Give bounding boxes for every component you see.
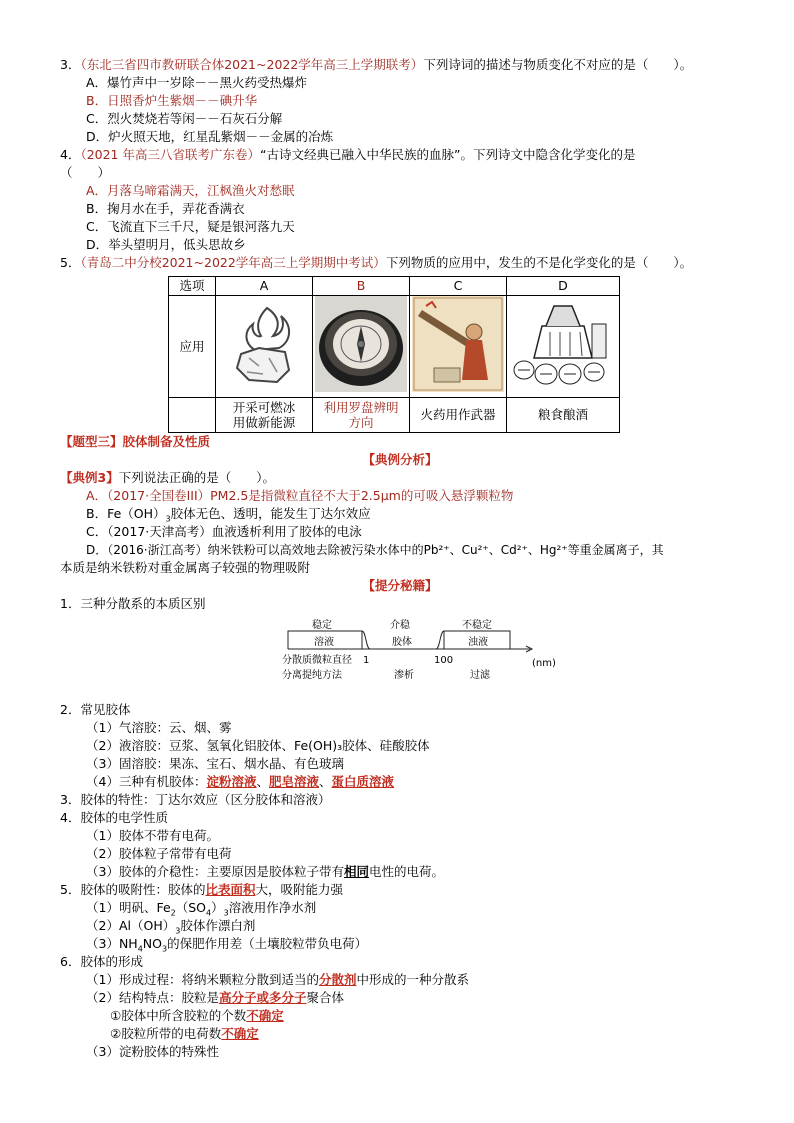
note-4-1: （1）胶体不带有电荷。 [86, 828, 219, 843]
n51b: 2 [170, 908, 176, 918]
key-polymer: 高分子或多分子 [218, 990, 307, 1005]
gunpowder-weapon-image [410, 296, 507, 398]
note-6-3: （3）淀粉胶体的特殊性 [86, 1044, 219, 1059]
note-5 [60, 881, 740, 899]
q4-option-c: C．飞流直下三千尺，疑是银河落九天 [86, 219, 295, 234]
note-2-2: （2）液溶胶：豆浆、氢氧化铝胶体、Fe(OH)₃胶体、硅酸胶体 [86, 738, 430, 753]
grain-brewing-image [507, 296, 620, 398]
flame-ice-icon [219, 296, 309, 392]
q5-source: （青岛二中分校2021~2022学年高三上学期期中考试） [80, 255, 386, 270]
example-option-b [60, 505, 740, 523]
note-2: 2．常见胶体 [60, 702, 131, 717]
key-starch: 淀粉溶液 [206, 774, 257, 789]
axis-label-separation: 分离提纯方法 [282, 670, 342, 681]
q4-stem [60, 146, 740, 164]
note-6-1 [60, 971, 740, 989]
unit-nm: (nm) [532, 658, 556, 669]
q4-option-d: D．举头望明月，低头思故乡 [86, 237, 246, 252]
n62aa: ①胶体中所含胶粒的个数 [110, 1008, 247, 1023]
app-b-line2: 方向 [348, 415, 374, 430]
note-6-2b [60, 1025, 740, 1043]
opt-b-post: 胶体无色、透明，能发生丁达尔效应 [170, 506, 371, 521]
key-same: 相同 [343, 864, 369, 879]
table-col-c: C [410, 277, 507, 296]
q5-number: 5． [60, 255, 81, 270]
combustible-ice-image [216, 296, 313, 398]
note-6-2a [60, 1007, 740, 1025]
note-3: 3．胶体的特性：丁达尔效应（区分胶体和溶液） [60, 792, 331, 807]
opt-b-sub: 3 [165, 514, 171, 524]
note-2-4-pre: （4）三种有机胶体： [86, 774, 207, 789]
app-c: 火药用作武器 [410, 398, 507, 433]
tips-title: 【提分秘籍】 [362, 578, 438, 593]
compass-image [313, 296, 410, 398]
q4-option-b: B．掬月水在手，弄花香满衣 [86, 201, 245, 216]
key-uncertain-1: 不确定 [246, 1008, 284, 1023]
n53c: NO [142, 936, 162, 951]
note-2-3: （3）固溶胶：果冻、宝石、烟水晶、有色玻璃 [86, 756, 344, 771]
example-option-d-cont: 本质是纳米铁粉对重金属离子较强的物理吸附 [60, 560, 311, 575]
q3-option-c: C．烈火焚烧若等闲－－石灰石分解 [86, 111, 283, 126]
n53d: 3 [162, 944, 168, 954]
n51d: 4 [206, 908, 212, 918]
cannon-icon [412, 296, 504, 392]
n62c: 聚合体 [306, 990, 344, 1005]
q3-stem [60, 56, 740, 74]
n61a: （1）形成过程：将纳米颗粒分散到适当的 [86, 972, 319, 987]
app-a-line2: 用做新能源 [232, 415, 296, 430]
opt-b-pre: B．Fe（OH） [86, 506, 166, 521]
example-option-a: A．（2017·全国卷III）PM2.5是指微粒直径不大于2.5μm的可吸入悬浮颗粒物 [86, 488, 514, 503]
method-filtration: 过滤 [470, 670, 490, 681]
table-row-label: 应用 [169, 296, 216, 398]
note-2-4 [60, 773, 740, 791]
section-title: 【题型三】胶体制备及性质 [60, 434, 211, 449]
stability-stable: 稳定 [312, 620, 332, 631]
q4-source: （2021 年高三八省联考广东卷） [80, 147, 260, 162]
dispersion-diagram [60, 617, 740, 699]
note-1: 1．三种分散系的本质区别 [60, 596, 206, 611]
n51c: （SO [175, 900, 207, 915]
note-4-3 [60, 863, 740, 881]
table-row-label-empty [169, 398, 216, 433]
q3-option-b: B．日照香炉生紫烟－－碘升华 [86, 93, 258, 108]
note-5-1 [60, 899, 740, 917]
note-5-post: 大，吸附能力强 [255, 882, 343, 897]
note-2-1: （1）气溶胶：云、烟、雾 [86, 720, 232, 735]
table-col-b: B [313, 277, 410, 296]
key-dispersant: 分散剂 [318, 972, 357, 987]
key-surface-area: 比表面积 [205, 882, 256, 897]
example-stem [60, 469, 740, 487]
q3-option-a: A．爆竹声中一岁除－－黑火药受热爆炸 [86, 75, 308, 90]
note-6-2 [60, 989, 740, 1007]
q5-stem [60, 254, 740, 272]
example-option-d: D．（2016·浙江高考）纳米铁粉可以高效地去除被污染水体中的Pb²⁺、Cu²⁺、Cd²⁺、Hg²⁺等重金属离子，其 [86, 543, 664, 557]
example-option-c: C．（2017·天津高考）血液透析利用了胶体的电泳 [86, 524, 362, 539]
note-6: 6．胶体的形成 [60, 954, 143, 969]
q5-stem-text: 下列物质的应用中，发生的不是化学变化的是（ ）。 [385, 255, 693, 270]
note-4: 4．胶体的电学性质 [60, 810, 168, 825]
n53e: 的保肥作用差（土壤胶粒带负电荷） [167, 936, 368, 951]
example-label: 【典例3】 [60, 470, 119, 485]
system-colloid: 胶体 [392, 637, 412, 648]
note-4-3-pre: （3）胶体的介稳性：主要原因是胶体粒子带有 [86, 864, 344, 879]
q4-stem-cont: （ ） [60, 165, 111, 180]
q4-option-a: A．月落乌啼霜满天，江枫渔火对愁眠 [86, 183, 295, 198]
n53a: （3）NH [86, 936, 138, 951]
n51f: 3 [223, 908, 229, 918]
key-protein: 蛋白质溶液 [331, 774, 395, 789]
stability-metastable: 介稳 [390, 620, 410, 631]
note-5-pre: 5．胶体的吸附性：胶体的 [60, 882, 206, 897]
n62a: （2）结构特点：胶粒是 [86, 990, 219, 1005]
sep-1: 、 [256, 774, 269, 789]
app-b [313, 398, 410, 433]
brewing-still-icon [510, 296, 616, 392]
app-a [216, 398, 313, 433]
n53b: 4 [137, 944, 143, 954]
app-d: 粮食酿酒 [507, 398, 620, 433]
q3-number: 3． [60, 57, 81, 72]
example-stem-text: 下列说法正确的是（ ）。 [118, 470, 275, 485]
q4-number: 4． [60, 147, 81, 162]
n52a: （2）Al（OH） [86, 918, 176, 933]
app-a-line1: 开采可燃冰 [232, 400, 296, 415]
compass-icon [315, 296, 407, 392]
q3-source: （东北三省四市教研联合体2021~2022学年高三上学期联考） [80, 57, 424, 72]
app-b-line1: 利用罗盘辨明 [323, 400, 399, 415]
q4-stem-text: “古诗文经典已融入中华民族的血脉”。下列诗文中隐含化学变化的是 [260, 147, 636, 162]
note-5-3 [60, 935, 740, 953]
note-4-3-post: 电性的电荷。 [368, 864, 444, 879]
note-5-2 [60, 917, 740, 935]
q3-stem-text: 下列诗词的描述与物质变化不对应的是（ ）。 [423, 57, 693, 72]
n62ba: ②胶粒所带的电荷数 [110, 1026, 222, 1041]
n61c: 中形成的一种分散系 [356, 972, 469, 987]
key-uncertain-2: 不确定 [221, 1026, 259, 1041]
table-header-label: 选项 [169, 277, 216, 296]
sep-2: 、 [319, 774, 332, 789]
key-soap: 肥皂溶液 [269, 774, 320, 789]
table-col-d: D [507, 277, 620, 296]
document-page [60, 56, 740, 1061]
tick-1nm: 1 [363, 655, 370, 666]
n52b: 3 [175, 926, 181, 936]
analysis-title: 【典例分析】 [362, 452, 438, 467]
axis-label-diameter: 分散质微粒直径 [282, 655, 352, 666]
n51e: ） [211, 900, 224, 915]
table-col-a: A [216, 277, 313, 296]
q5-options-table [168, 276, 620, 433]
stability-unstable: 不稳定 [462, 620, 492, 631]
method-dialysis: 渗析 [394, 670, 414, 681]
n51g: 溶液用作净水剂 [228, 900, 317, 915]
system-suspension: 浊液 [468, 637, 488, 648]
system-solution: 溶液 [314, 637, 334, 648]
n52c: 胶体作漂白剂 [180, 918, 256, 933]
q3-option-d: D．炉火照天地，红星乱紫烟－－金属的冶炼 [86, 129, 334, 144]
note-4-2: （2）胶体粒子常带有电荷 [86, 846, 232, 861]
tick-100nm: 100 [434, 655, 454, 666]
n51a: （1）明矾、Fe [86, 900, 171, 915]
